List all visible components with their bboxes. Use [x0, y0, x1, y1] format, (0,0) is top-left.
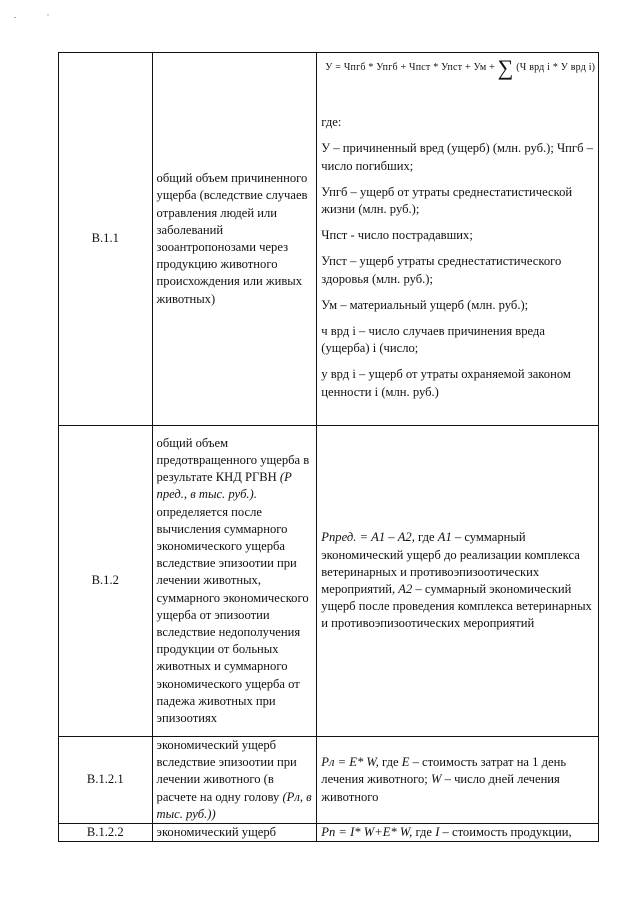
- sum-symbol: ∑: [497, 55, 514, 80]
- definition-item: Ум – материальный ущерб (млн. руб.);: [321, 297, 529, 312]
- row-code: В.1.1: [59, 53, 153, 426]
- row-content: Рл = Е* W, где Е – стоимость затрат на 1 день лечения животного; W – число дней лечения животного: [317, 737, 599, 824]
- definition-item: Упгб – ущерб от утраты среднестатистической жизни (млн. руб.);: [321, 184, 573, 217]
- table-row: [59, 737, 599, 824]
- row-description: общий объем предотвращенного ущерба в результате КНД РГВН (Р пред., в тыс. руб.). определяется после вычисления суммарного экономического ущерба вследствие эпизоотии при лечении животных, суммарного экономического ущерба от эпизоотии вследствие недополучения продукции от больных животных и суммарного экономического ущерба от падежа животных при эпизоотиях: [152, 426, 317, 737]
- definition-item: ч врд i – число случаев причинения вреда (ущерба) i (число;: [321, 324, 545, 356]
- definition-item: Упст – ущерб утраты среднестатистического здоровья (млн. руб.);: [321, 254, 562, 286]
- row-description: общий объем причиненного ущерба (вследствие случаев отравления людей или заболеваний зооантропонозами через продукцию животного происхождения или живых животных): [152, 53, 317, 426]
- row-code: В.1.2.2: [59, 824, 153, 842]
- damage-formula: У = Чпгб * Упгб + Чпст * Упст + Ум + ∑ (Ч врд i * У врд i): [325, 55, 596, 80]
- table-row: [59, 53, 599, 426]
- table-row: [59, 824, 599, 842]
- row-content: Рпред. = А1 – А2, где А1 – суммарный экономический ущерб до реализации комплекса ветеринарных и противоэпизоотических мероприятий, А2 – суммарный экономический ущерб после проведения комплекса ветеринарных и противоэпизоотических мероприятий: [317, 426, 599, 737]
- indicator-table: [58, 52, 599, 842]
- row-code: В.1.2.1: [59, 737, 153, 824]
- definition-item: Чпст - число пострадавших;: [321, 228, 473, 243]
- row-code: В.1.2: [59, 426, 153, 737]
- definition-item: У – причиненный вред (ущерб) (млн. руб.); Чпгб – число погибших;: [321, 141, 593, 173]
- where-label: где:: [321, 115, 342, 130]
- row-description: экономический ущерб вследствие эпизоотии при лечении животного (в расчете на одну голову (Рл, в тыс. руб.)): [152, 737, 317, 824]
- table-row: [59, 426, 599, 737]
- row-content: Рп = I* W+E* W, где I – стоимость продукции,: [317, 824, 599, 842]
- page-corner-marks: . ·: [14, 10, 64, 20]
- row-content: [317, 53, 599, 426]
- row-description: экономический ущерб: [152, 824, 317, 842]
- definition-item: у врд i – ущерб от утраты охраняемой законом ценности i (млн. руб.): [321, 367, 571, 399]
